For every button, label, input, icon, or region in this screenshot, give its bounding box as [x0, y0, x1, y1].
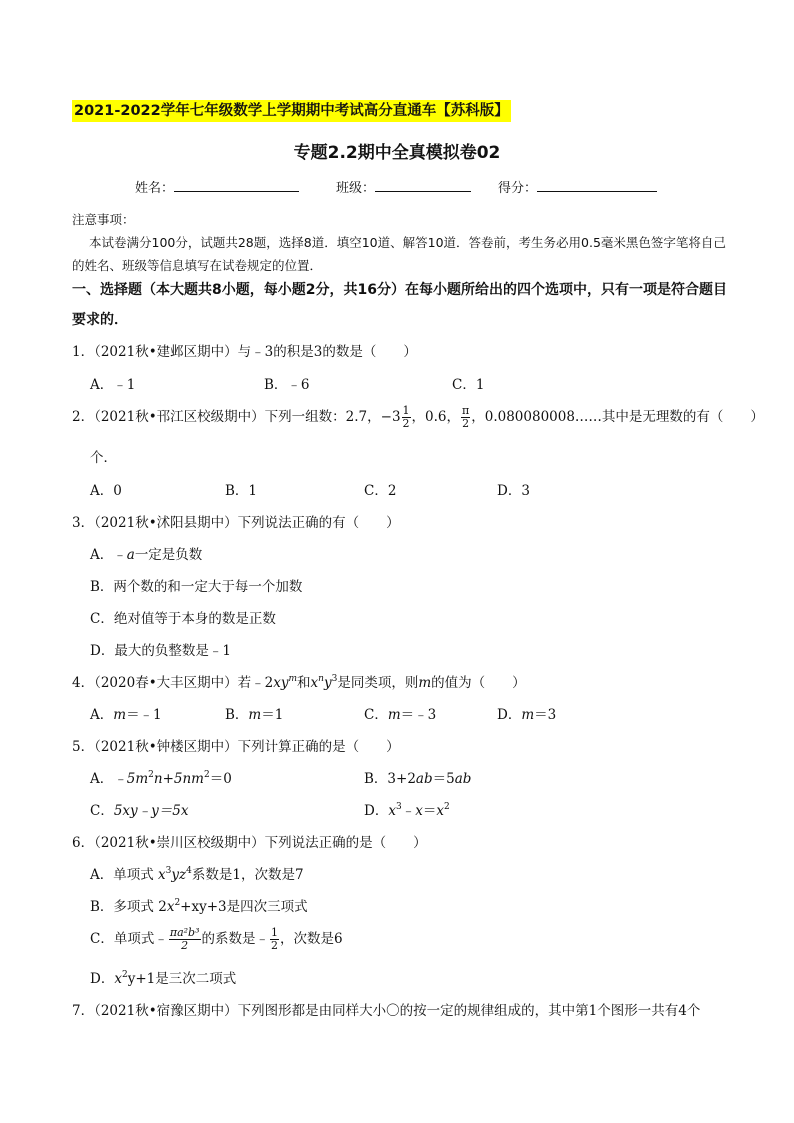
section-heading: 一、选择题（本大题共8小题，每小题2分，共16分）在每小题所给出的四个选项中，只有一项是符合题目要求的．	[72, 282, 727, 328]
q3-a-post: 一定是负数	[134, 547, 203, 563]
q6-c-den: 2	[181, 939, 189, 952]
q5-option-a[interactable]	[90, 767, 232, 787]
q6-option-a[interactable]	[90, 863, 304, 883]
q4-d-var: m	[521, 707, 535, 723]
q2-frac1-num: 1	[402, 404, 410, 417]
score-label: 得分：	[498, 181, 538, 196]
class-label: 班级：	[336, 181, 376, 196]
q3-a-pre: A．﹣	[90, 547, 127, 563]
q5-c-t: 5xy﹣y＝5x	[113, 803, 189, 819]
q3-option-b[interactable]: B．两个数的和一定大于每一个加数	[90, 579, 303, 595]
q6-d-x: x	[114, 971, 122, 987]
q2-frac2-den: 2	[462, 417, 470, 430]
question-4-stem	[72, 671, 732, 691]
exam-banner: 2021-2022学年七年级数学上学期期中考试高分直通车【苏科版】	[72, 100, 511, 122]
q4-exp2a: n	[318, 674, 324, 684]
q6-b-post: +xy+3是四次三项式	[180, 899, 308, 915]
q5-d-v3: x	[436, 803, 444, 819]
q4-term1: xy	[273, 675, 289, 691]
page-title: 专题2.2期中全真模拟卷02	[293, 143, 501, 163]
q4-b-val: ＝1	[261, 707, 284, 723]
q5-a-t2: n+5nm	[153, 771, 204, 787]
q6-d-e: 2	[121, 970, 128, 980]
q4-a-var: m	[113, 707, 127, 723]
q6-a-lbl: A．单项式	[90, 867, 159, 883]
q4-c-var: m	[387, 707, 401, 723]
q4-exp1: m	[288, 674, 298, 684]
q4-c-val: ＝﹣3	[400, 707, 437, 723]
q4-d-val: ＝3	[534, 707, 557, 723]
name-blank[interactable]	[174, 178, 299, 192]
q6-b-lbl: B．多项式 2	[90, 899, 167, 915]
q4-option-c[interactable]: C．m＝﹣3	[364, 707, 437, 723]
q2-option-b[interactable]: B．1	[225, 483, 258, 499]
q5-a-lbl: A．	[90, 771, 114, 787]
q3-option-d[interactable]: D．最大的负整数是﹣1	[90, 643, 231, 659]
q6-a-x: x	[158, 867, 166, 883]
q4-p1: 4．（2020春•大丰区期中）若﹣2	[72, 675, 274, 691]
q5-d-lbl: D．	[364, 803, 389, 819]
q3-option-c[interactable]: C．绝对值等于本身的数是正数	[90, 611, 276, 627]
q6-a-e2: 4	[186, 866, 192, 876]
q5-b-v: ab	[415, 771, 433, 787]
q1-option-c[interactable]: C．1	[452, 377, 485, 393]
q6-c-num2: 1	[271, 926, 278, 939]
q2-suffix: ，0.080080008……其中是无理数的有（ ）	[471, 409, 764, 425]
q5-d-v2: x	[415, 803, 423, 819]
notes-heading: 注意事项：	[72, 212, 135, 227]
q4-a-val: ＝﹣1	[126, 707, 162, 723]
q6-a-y: yz	[171, 867, 187, 883]
q2-option-d[interactable]: D．3	[497, 483, 530, 499]
q6-c-num: πa²b³	[169, 926, 200, 939]
class-blank[interactable]	[375, 178, 471, 192]
q2-option-c[interactable]: C．2	[364, 483, 397, 499]
q5-a-e1: 2	[148, 770, 154, 780]
q4-var-m: m	[418, 675, 432, 691]
question-5-stem: 5．（2021秋•钟楼区期中）下列计算正确的是（ ）	[72, 739, 400, 755]
q5-option-b[interactable]	[364, 767, 471, 787]
q5-d-mid: ﹣	[401, 803, 416, 819]
question-1-stem: 1．（2021秋•建邺区期中）与﹣3的积是3的数是（ ）	[72, 344, 417, 360]
q5-a-t1: ﹣5m	[113, 771, 149, 787]
q4-term2a: x	[310, 675, 319, 691]
question-7-stem: 7．（2021秋•宿豫区期中）下列图形都是由同样大小〇的按一定的规律组成的，其中第1个图形一共有4个	[72, 1003, 701, 1019]
q6-a-post: 系数是1，次数是7	[191, 867, 304, 883]
q4-p3: 是同类项，则	[337, 675, 419, 691]
q4-p4: 的值为（ ）	[431, 675, 526, 691]
score-field[interactable]	[498, 177, 657, 196]
q4-option-a[interactable]: A．m＝﹣1	[90, 707, 162, 723]
q2-mid: ，0.6，	[411, 409, 461, 425]
q5-b-lbl: B．	[364, 771, 388, 787]
q6-c-fraction-2	[270, 927, 279, 952]
q3-a-var: a	[126, 547, 135, 563]
class-field[interactable]	[336, 177, 471, 196]
q5-a-e2: 2	[203, 770, 210, 780]
q5-d-eq: ＝	[422, 803, 437, 819]
q6-option-b[interactable]	[90, 895, 308, 915]
q6-c-fraction	[169, 927, 201, 952]
q4-option-d[interactable]: D．m＝3	[497, 707, 557, 723]
q6-d-post: y+1是三次二项式	[127, 971, 237, 987]
q2-prefix: 2．（2021秋•邗江区校级期中）下列一组数：2.7，−3	[72, 409, 401, 425]
q2-fraction-1	[402, 405, 411, 430]
q1-option-a[interactable]: A．﹣1	[90, 377, 136, 393]
q6-c-lbl: C．单项式﹣	[90, 931, 168, 947]
q6-c-den2: 2	[271, 939, 278, 952]
q5-b-eq: ＝5	[432, 771, 455, 787]
q4-option-b[interactable]: B．m＝1	[225, 707, 284, 723]
score-blank[interactable]	[537, 178, 657, 192]
q6-c-post: ，次数是6	[280, 931, 343, 947]
q6-b-x: x	[166, 899, 175, 915]
q5-d-e3: 2	[443, 802, 450, 812]
q5-b-t: 3+2	[387, 771, 416, 787]
q2-option-a[interactable]: A．0	[90, 483, 122, 499]
name-label: 姓名：	[135, 181, 175, 196]
q5-option-d[interactable]	[364, 799, 450, 819]
q2-frac1-den: 2	[402, 417, 410, 430]
q5-d-v1: x	[388, 803, 396, 819]
notes-body: 本试卷满分100分，试题共28题，选择8道．填空10道、解答10道．答卷前，考生务必用0.5毫米黑色签字笔将自己的姓名、班级等信息填写在试卷规定的位置．	[72, 235, 726, 273]
q2-fraction-2	[461, 405, 470, 430]
q1-option-b[interactable]: B．﹣6	[264, 377, 310, 393]
name-field[interactable]	[135, 177, 299, 196]
q2-continuation: 个．	[90, 450, 117, 466]
q4-b-var: m	[248, 707, 262, 723]
q6-b-e: 2	[174, 898, 181, 908]
q6-option-d[interactable]	[90, 967, 236, 987]
q5-b-v2: ab	[454, 771, 472, 787]
q6-d-lbl: D．	[90, 971, 115, 987]
q4-exp2b: 3	[331, 674, 338, 684]
q4-term2b: y	[323, 675, 332, 691]
q5-a-t3: ＝0	[209, 771, 232, 787]
q6-c-mid: 的系数是﹣	[201, 931, 269, 947]
q5-d-e1: 3	[395, 802, 402, 812]
q2-frac2-num: π	[462, 404, 470, 417]
question-2-stem	[72, 404, 764, 430]
q4-p2: 和	[297, 675, 311, 691]
question-6-stem: 6．（2021秋•崇川区校级期中）下列说法正确的是（ ）	[72, 835, 427, 851]
q5-option-c[interactable]	[90, 799, 189, 819]
question-3-stem: 3．（2021秋•沭阳县期中）下列说法正确的有（ ）	[72, 515, 400, 531]
q6-a-e1: 3	[165, 866, 172, 876]
q5-c-lbl: C．	[90, 803, 114, 819]
q3-option-a[interactable]	[90, 543, 202, 563]
q6-option-c[interactable]	[90, 927, 343, 952]
